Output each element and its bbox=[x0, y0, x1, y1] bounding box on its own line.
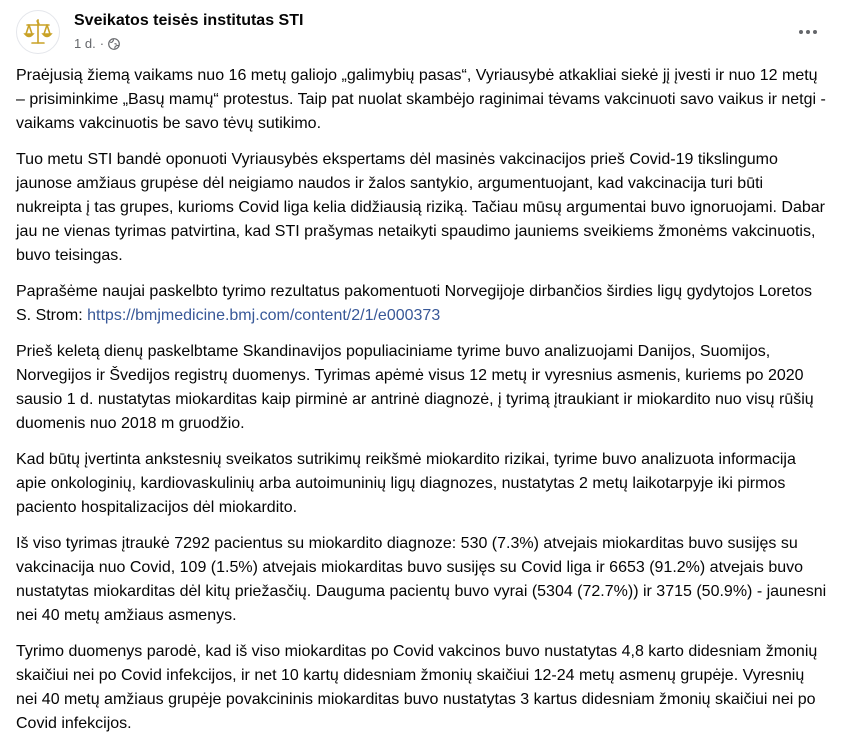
post-paragraph-4: Prieš keletą dienų paskelbtame Skandinavijos populiaciniame tyrime buvo analizuojami Danijos, Suomijos, Norvegijos ir Švedijos registrų duomenys. Tyrimas apėmė visus 12 metų ir vyresnius asmenis, kuriems po 2020 sausio 1 d. nustatytas miokarditas kaip pirminė ar antrinė diagnozė, į tyrimą įtraukiant ir miokardito nuo visų rūšių duomenis nuo 2018 m gruodžio. bbox=[16, 343, 814, 432]
post-paragraph-5: Kad būtų įvertinta ankstesnių sveikatos sutrikimų reikšmė miokardito rizikai, tyrime buvo analizuota informacija apie onkologinių, kardiovaskulinių arba autoimuninių ligų diagnozes, nustatytas 2 metų laikotarpyje iki pirmos paciento hospitalizacijos dėl miokardito. bbox=[16, 451, 796, 516]
avatar[interactable] bbox=[16, 10, 60, 54]
link-paragraph-text: Paprašėme naujai paskelbto tyrimo rezultatus pakomentuoti Norvegijoje dirbančios širdies ligų gydytojos Loretos S. Strom: bbox=[16, 283, 812, 324]
post-paragraph-3 bbox=[16, 280, 828, 328]
more-options-button[interactable] bbox=[790, 14, 826, 50]
meta-separator: · bbox=[99, 36, 105, 51]
post-paragraph-6: Iš viso tyrimas įtraukė 7292 pacientus su miokardito diagnoze: 530 (7.3%) atvejais miokarditas buvo susijęs su vakcinacija nuo Covid, 109 (1.5%) atvejais miokarditas buvo susijęs su Covid liga ir 6653 (91.2%) atvejais buvo nustatytas miokarditas dėl kitų priežasčių. Dauguma pacientų buvo vyrai (5304 (72.7%)) ir 3715 (50.9%) - jaunesni nei 40 metų amžiaus asmenys. bbox=[16, 535, 827, 624]
post-paragraph-1: Praėjusią žiemą vaikams nuo 16 metų galiojo „galimybių pasas“, Vyriausybė atkakliai siekė jį įvesti ir nuo 12 metų – prisiminkime „Basų mamų“ protestus. Taip pat nuolat skambėjo raginimai tėvams vakcinuoti savo vaikus ir netgi - vaikams vakcinuotis be savo tėvų sutikimo. bbox=[16, 67, 826, 132]
post-paragraph-7: Tyrimo duomenys parodė, kad iš viso miokarditas po Covid vakcinos buvo nustatytas 4,8 karto didesniam žmonių skaičiui nei po Covid infekcijos, ir net 10 kartų didesniam žmonių skaičiui 12-24 metų asmenų grupėje. Vyresnių nei 40 metų amžiaus grupėje povakcininis miokarditas buvo nustatytas 3 kartus didesniam žmonių skaičiui nei po Covid infekcijos. bbox=[16, 643, 818, 732]
scales-of-justice-logo bbox=[21, 15, 55, 49]
more-options-icon bbox=[798, 29, 818, 35]
post-meta bbox=[74, 36, 120, 51]
post-body bbox=[16, 64, 828, 748]
post-author[interactable]: Sveikatos teisės institutas STI bbox=[74, 12, 304, 29]
article-link[interactable]: https://bmjmedicine.bmj.com/content/2/1/e000373 bbox=[87, 307, 441, 324]
globe-icon[interactable] bbox=[108, 38, 120, 50]
post-time[interactable]: 1 d. bbox=[74, 36, 96, 51]
post-paragraph-2: Tuo metu STI bandė oponuoti Vyriausybės ekspertams dėl masinės vakcinacijos prieš Covid-19 tikslingumo jaunose amžiaus grupėse dėl neigiamo naudos ir žalos santykio, argumentuojant, kad vakcinacija turi būti nukreipta į tas grupes, kurioms Covid liga kelia didžiausią riziką. Tačiau mūsų argumentai buvo ignoruojami. Dabar jau ne vienas tyrimas patvirtina, kad STI prašymas netaikyti spaudimo jauniems sveikiems žmonėms vakcinuotis, buvo teisingas. bbox=[16, 151, 825, 264]
post-header bbox=[16, 10, 826, 56]
